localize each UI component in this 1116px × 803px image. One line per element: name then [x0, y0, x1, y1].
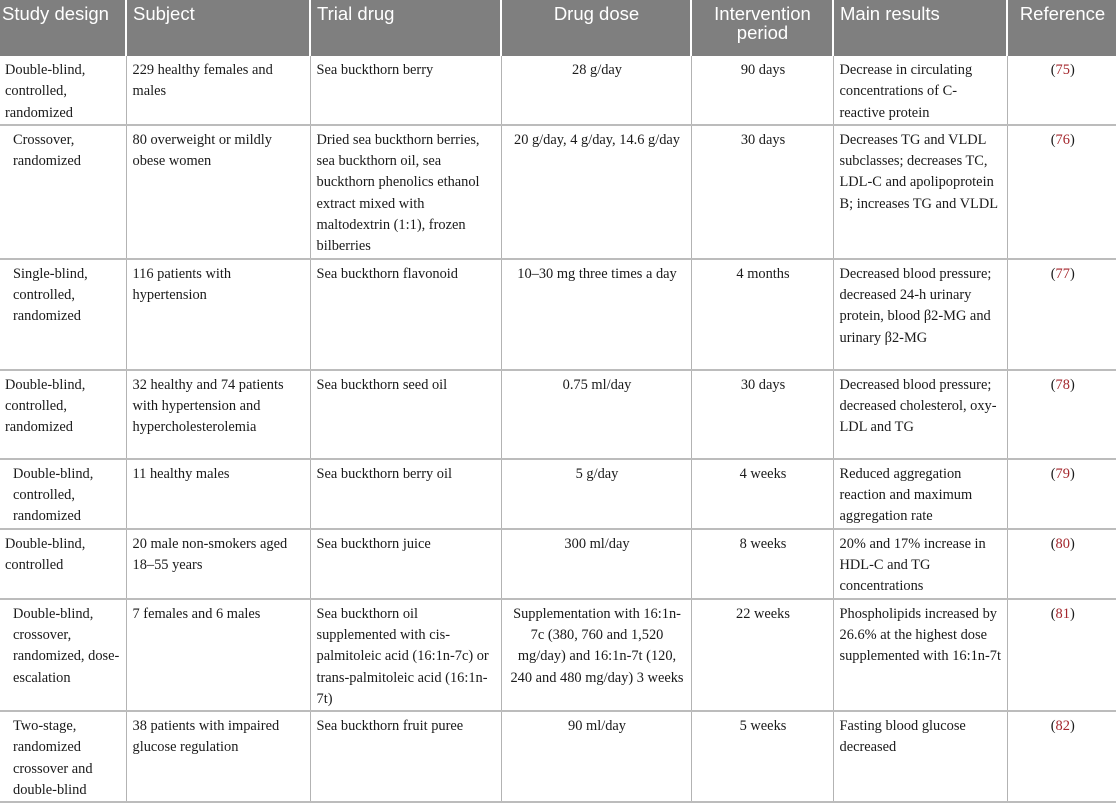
reference-link[interactable]: 80 — [1055, 535, 1070, 552]
cell-subject: 7 females and 6 males — [126, 599, 310, 711]
cell-intervention-period: 4 weeks — [691, 459, 833, 529]
cell-drug-dose: 28 g/day — [501, 56, 691, 125]
cell-study-design: Single-blind, controlled, randomized — [0, 259, 126, 370]
ref-open-paren: ( — [1050, 62, 1056, 78]
table-row — [0, 459, 1116, 529]
ref-close-paren: ) — [1069, 131, 1075, 148]
header-trial-drug: Trial drug — [310, 0, 501, 56]
cell-trial-drug: Sea buckthorn oil supplemented with cis-palmitoleic acid (16:1n-7c) or trans-palmitoleic acid (16:1n-7t) — [310, 599, 501, 711]
header-row — [0, 0, 1116, 56]
ref-close-paren: ) — [1069, 605, 1075, 622]
cell-subject: 116 patients with hypertension — [126, 259, 310, 370]
cell-intervention-period: 22 weeks — [691, 599, 833, 711]
cell-trial-drug: Sea buckthorn berry — [310, 56, 501, 125]
header-reference: Reference — [1007, 0, 1116, 56]
table-row — [0, 711, 1116, 802]
cell-reference — [1007, 56, 1116, 125]
cell-intervention-period: 4 months — [691, 259, 833, 370]
cell-reference — [1007, 459, 1116, 529]
cell-drug-dose: 300 ml/day — [501, 529, 691, 599]
cell-study-design: Crossover, randomized — [0, 125, 126, 259]
reference-link[interactable]: 82 — [1055, 718, 1070, 735]
ref-open-paren: ( — [1050, 265, 1056, 282]
reference-link[interactable]: 76 — [1055, 131, 1070, 148]
cell-main-results: 20% and 17% increase in HDL-C and TG concentrations — [833, 529, 1007, 599]
cell-main-results: Decreased blood pressure; decreased 24-h urinary protein, blood β2-MG and urinary β2-MG — [833, 259, 1007, 370]
ref-open-paren: ( — [1050, 718, 1056, 735]
cell-main-results: Fasting blood glucose decreased — [833, 711, 1007, 802]
cell-trial-drug: Dried sea buckthorn berries, sea buckthorn oil, sea buckthorn phenolics ethanol extract mixed with maltodextrin (1:1), frozen bilberries — [310, 125, 501, 259]
ref-close-paren: ) — [1069, 535, 1075, 552]
cell-reference — [1007, 259, 1116, 370]
cell-reference — [1007, 125, 1116, 259]
ref-open-paren: ( — [1050, 535, 1056, 552]
cell-intervention-period: 30 days — [691, 125, 833, 259]
ref-open-paren: ( — [1050, 376, 1056, 393]
cell-drug-dose: 20 g/day, 4 g/day, 14.6 g/day — [501, 125, 691, 259]
cell-trial-drug: Sea buckthorn flavonoid — [310, 259, 501, 370]
cell-subject: 229 healthy females and males — [126, 56, 310, 125]
cell-subject: 80 overweight or mildly obese women — [126, 125, 310, 259]
cell-subject: 11 healthy males — [126, 459, 310, 529]
header-main-results: Main results — [833, 0, 1007, 56]
cell-trial-drug: Sea buckthorn fruit puree — [310, 711, 501, 802]
cell-reference — [1007, 599, 1116, 711]
cell-drug-dose: 5 g/day — [501, 459, 691, 529]
cell-trial-drug: Sea buckthorn seed oil — [310, 370, 501, 459]
table-row — [0, 529, 1116, 599]
ref-open-paren: ( — [1050, 605, 1056, 622]
cell-study-design: Double-blind, controlled — [0, 529, 126, 599]
cell-main-results: Phospholipids increased by 26.6% at the highest dose supplemented with 16:1n-7t — [833, 599, 1007, 711]
cell-study-design: Double-blind, controlled, randomized — [0, 459, 126, 529]
cell-subject: 32 healthy and 74 patients with hypertension and hypercholesterolemia — [126, 370, 310, 459]
cell-drug-dose: 10–30 mg three times a day — [501, 259, 691, 370]
cell-intervention-period: 5 weeks — [691, 711, 833, 802]
cell-intervention-period: 30 days — [691, 370, 833, 459]
header-study-design: Study design — [0, 0, 126, 56]
reference-link[interactable]: 81 — [1055, 605, 1070, 622]
cell-main-results: Decreases TG and VLDL subclasses; decreases TC, LDL-C and apolipoprotein B; increases TG and VLDL — [833, 125, 1007, 259]
reference-link[interactable]: 79 — [1055, 465, 1070, 482]
cell-drug-dose: Supplementation with 16:1n-7c (380, 760 and 1,520 mg/day) and 16:1n-7t (120, 240 and 480 mg/day) 3 weeks — [501, 599, 691, 711]
cell-subject: 38 patients with impaired glucose regulation — [126, 711, 310, 802]
cell-reference — [1007, 370, 1116, 459]
table-row — [0, 125, 1116, 259]
cell-reference — [1007, 711, 1116, 802]
ref-close-paren: ) — [1069, 265, 1075, 282]
header-intervention-period: Intervention period — [691, 0, 833, 56]
ref-open-paren: ( — [1050, 465, 1056, 482]
table-row — [0, 259, 1116, 370]
header-drug-dose: Drug dose — [501, 0, 691, 56]
cell-intervention-period: 8 weeks — [691, 529, 833, 599]
ref-close-paren: ) — [1069, 376, 1075, 393]
cell-trial-drug: Sea buckthorn berry oil — [310, 459, 501, 529]
table-header — [0, 0, 1116, 56]
header-subject: Subject — [126, 0, 310, 56]
cell-main-results: Reduced aggregation reaction and maximum aggregation rate — [833, 459, 1007, 529]
table-row — [0, 56, 1116, 125]
table-row — [0, 370, 1116, 459]
ref-close-paren: ) — [1069, 465, 1075, 482]
cell-trial-drug: Sea buckthorn juice — [310, 529, 501, 599]
cell-intervention-period: 90 days — [691, 56, 833, 125]
reference-link[interactable]: 77 — [1055, 265, 1070, 282]
cell-reference — [1007, 529, 1116, 599]
table-body — [0, 56, 1116, 802]
cell-drug-dose: 90 ml/day — [501, 711, 691, 802]
cell-study-design: Double-blind, crossover, randomized, dose-escalation — [0, 599, 126, 711]
cell-study-design: Double-blind, controlled, randomized — [0, 370, 126, 459]
cell-study-design: Double-blind, controlled, randomized — [0, 56, 126, 125]
reference-link[interactable]: 75 — [1055, 62, 1070, 78]
cell-study-design: Two-stage, randomized crossover and double-blind — [0, 711, 126, 802]
ref-open-paren: ( — [1050, 131, 1056, 148]
reference-link[interactable]: 78 — [1055, 376, 1070, 393]
cell-subject: 20 male non-smokers aged 18–55 years — [126, 529, 310, 599]
ref-close-paren: ) — [1069, 718, 1075, 735]
ref-close-paren: ) — [1069, 62, 1075, 78]
table-row — [0, 599, 1116, 711]
cell-drug-dose: 0.75 ml/day — [501, 370, 691, 459]
cell-main-results: Decrease in circulating concentrations of C-reactive protein — [833, 56, 1007, 125]
cell-main-results: Decreased blood pressure; decreased cholesterol, oxy-LDL and TG — [833, 370, 1007, 459]
